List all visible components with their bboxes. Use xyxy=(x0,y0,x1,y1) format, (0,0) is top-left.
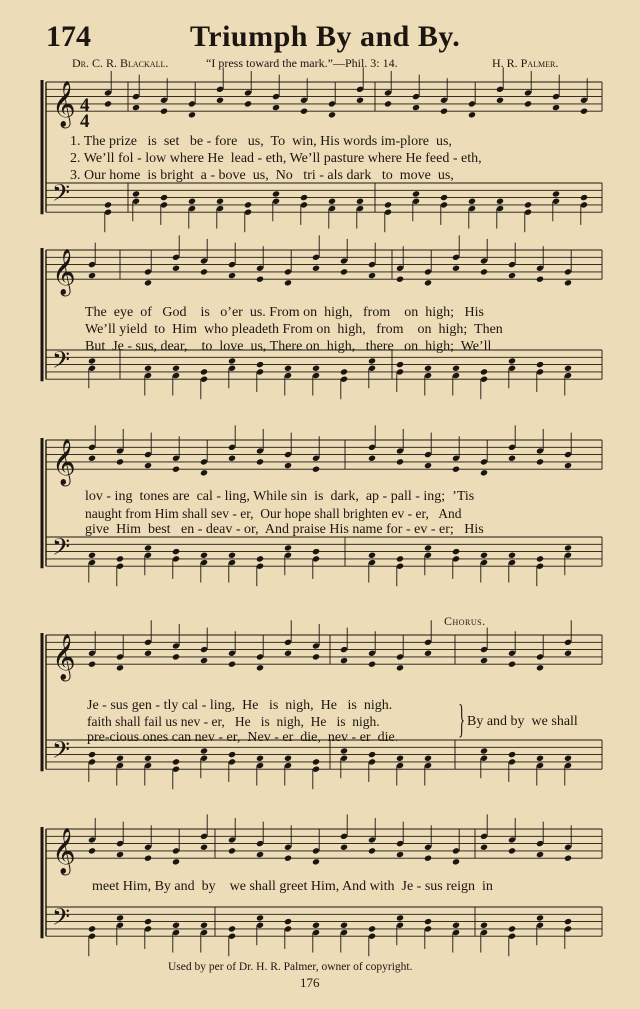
note-head xyxy=(452,265,460,272)
note-head xyxy=(88,272,96,279)
note-head xyxy=(368,661,376,668)
note-head xyxy=(256,914,264,921)
note-head xyxy=(564,279,572,286)
note-head xyxy=(480,657,488,664)
note-head xyxy=(508,925,516,932)
note-head xyxy=(172,265,180,272)
treble-clef-icon: 𝄞 xyxy=(52,634,76,681)
treble-clef-icon: 𝄞 xyxy=(52,249,76,296)
chorus-lyric: By and by we shall xyxy=(467,714,578,729)
note-head xyxy=(228,357,236,364)
time-signature-top: 4 xyxy=(80,95,90,116)
note-head xyxy=(396,755,404,762)
composer-credit: H. R. Palmer. xyxy=(492,56,559,70)
treble-clef-icon: 𝄞 xyxy=(52,439,76,486)
note-head xyxy=(468,198,476,205)
note-head xyxy=(312,548,320,555)
lyric-line: The eye of God is o’er us. From on high, from on high; His xyxy=(85,305,484,320)
note-head xyxy=(468,111,476,118)
note-head xyxy=(116,914,124,921)
lyric-line: 2. We’ll fol - low where He lead - eth, We’ll pasture where He feed - eth, xyxy=(70,151,482,166)
note-head xyxy=(480,552,488,559)
note-head xyxy=(396,361,404,368)
hymn-number: 174 xyxy=(46,20,91,53)
lyric-line: 3. Our home is bright a - bove us, No tri - als dark to move us, xyxy=(70,168,454,183)
note-head xyxy=(452,922,460,929)
note-head xyxy=(368,272,376,279)
note-head xyxy=(552,190,560,197)
note-head xyxy=(536,914,544,921)
note-head xyxy=(200,844,208,851)
note-head xyxy=(272,190,280,197)
note-head xyxy=(272,104,280,111)
note-head xyxy=(328,198,336,205)
lyric-line: faith shall fail us nev - er, He is nigh, He is nigh. xyxy=(87,714,380,729)
note-head xyxy=(284,544,292,551)
note-head xyxy=(228,272,236,279)
note-head xyxy=(200,657,208,664)
note-head xyxy=(580,194,588,201)
bass-clef-icon: 𝄢 xyxy=(52,178,71,212)
lyric-line: pre-cious ones can nev - er, Nev - er die, nev - er die. xyxy=(87,730,399,745)
note-head xyxy=(88,661,96,668)
lyric-line: meet Him, By and by we shall greet Him, And with Je - sus reign in xyxy=(92,879,493,894)
note-head xyxy=(216,97,224,104)
note-head xyxy=(508,552,516,559)
note-head xyxy=(480,844,488,851)
verse-brace: } xyxy=(458,696,465,741)
note-head xyxy=(160,108,168,115)
note-head xyxy=(284,279,292,286)
note-head xyxy=(88,552,96,559)
note-head xyxy=(424,462,432,469)
note-head xyxy=(172,365,180,372)
note-head xyxy=(284,462,292,469)
note-head xyxy=(256,361,264,368)
note-head xyxy=(228,925,236,932)
note-head xyxy=(524,201,532,208)
note-head xyxy=(580,108,588,115)
note-head xyxy=(172,758,180,765)
note-head xyxy=(564,544,572,551)
note-head xyxy=(284,365,292,372)
scripture-reference: “I press toward the mark.”—Phil. 3: 14. xyxy=(206,56,398,70)
note-head xyxy=(480,268,488,275)
note-head xyxy=(508,357,516,364)
note-head xyxy=(132,190,140,197)
note-head xyxy=(328,111,336,118)
note-head xyxy=(228,552,236,559)
note-head xyxy=(424,855,432,862)
note-head xyxy=(396,851,404,858)
note-head xyxy=(144,855,152,862)
note-head xyxy=(256,276,264,283)
note-head xyxy=(144,755,152,762)
note-head xyxy=(188,198,196,205)
note-head xyxy=(424,544,432,551)
note-head xyxy=(172,653,180,660)
note-head xyxy=(368,552,376,559)
note-head xyxy=(228,455,236,462)
note-head xyxy=(396,664,404,671)
lyricist-credit: Dr. C. R. Blackall. xyxy=(72,56,169,70)
note-head xyxy=(188,111,196,118)
hymn-title: Triumph By and By. xyxy=(190,20,461,53)
lyric-line: lov - ing tones are cal - ling, While sin is dark, ap - pall - ing; ’Tis xyxy=(85,489,475,504)
note-head xyxy=(312,922,320,929)
note-head xyxy=(340,844,348,851)
bass-clef-icon: 𝄢 xyxy=(52,532,71,566)
note-head xyxy=(536,361,544,368)
note-head xyxy=(312,365,320,372)
note-head xyxy=(256,851,264,858)
note-head xyxy=(356,198,364,205)
note-head xyxy=(116,664,124,671)
note-head xyxy=(256,664,264,671)
note-head xyxy=(368,847,376,854)
note-head xyxy=(536,664,544,671)
note-head xyxy=(384,100,392,107)
note-head xyxy=(508,751,516,758)
note-head xyxy=(228,751,236,758)
note-head xyxy=(440,194,448,201)
note-head xyxy=(564,365,572,372)
note-head xyxy=(424,279,432,286)
note-head xyxy=(564,755,572,762)
copyright-footer: Used by per of Dr. H. R. Palmer, owner of copyright. xyxy=(168,961,413,973)
note-head xyxy=(536,276,544,283)
note-head xyxy=(452,548,460,555)
note-head xyxy=(284,918,292,925)
note-head xyxy=(564,855,572,862)
note-head xyxy=(480,469,488,476)
note-head xyxy=(172,922,180,929)
lyric-line: naught from Him shall sev - er, Our hope shall brighten ev - er, And xyxy=(85,506,462,521)
note-head xyxy=(536,555,544,562)
note-head xyxy=(368,357,376,364)
note-head xyxy=(340,922,348,929)
note-head xyxy=(200,469,208,476)
note-head xyxy=(144,462,152,469)
note-head xyxy=(284,855,292,862)
note-head xyxy=(256,755,264,762)
note-head xyxy=(508,272,516,279)
note-head xyxy=(200,268,208,275)
lyric-line: Je - sus gen - tly cal - ling, He is nigh, He is nigh. xyxy=(87,698,393,713)
note-head xyxy=(228,847,236,854)
note-head xyxy=(244,201,252,208)
bass-clef-icon: 𝄢 xyxy=(52,345,71,379)
note-head xyxy=(536,755,544,762)
note-head xyxy=(384,201,392,208)
note-head xyxy=(312,653,320,660)
note-head xyxy=(200,922,208,929)
note-head xyxy=(172,858,180,865)
lyric-line: But Je - sus, dear, to love us, There on high, there on high; We’ll xyxy=(85,339,492,354)
chorus-label: Chorus. xyxy=(444,614,486,628)
note-head xyxy=(312,758,320,765)
note-head xyxy=(88,751,96,758)
note-head xyxy=(452,466,460,473)
note-head xyxy=(440,108,448,115)
note-head xyxy=(144,279,152,286)
note-head xyxy=(160,194,168,201)
note-head xyxy=(340,657,348,664)
note-head xyxy=(300,194,308,201)
note-head xyxy=(424,918,432,925)
note-head xyxy=(340,368,348,375)
note-head xyxy=(256,555,264,562)
note-head xyxy=(200,368,208,375)
note-head xyxy=(564,462,572,469)
note-head xyxy=(200,552,208,559)
note-head xyxy=(396,555,404,562)
note-head xyxy=(104,100,112,107)
note-head xyxy=(144,365,152,372)
note-head xyxy=(284,650,292,657)
note-head xyxy=(116,755,124,762)
bass-clef-icon: 𝄢 xyxy=(52,902,71,936)
note-head xyxy=(312,265,320,272)
note-head xyxy=(564,650,572,657)
note-head xyxy=(536,851,544,858)
note-head xyxy=(536,458,544,465)
note-head xyxy=(412,190,420,197)
note-head xyxy=(244,100,252,107)
lyric-line: We’ll yield to Him who pleadeth From on high, from on high; Then xyxy=(85,322,503,337)
note-head xyxy=(88,455,96,462)
note-head xyxy=(396,914,404,921)
note-head xyxy=(496,97,504,104)
note-head xyxy=(356,97,364,104)
note-head xyxy=(368,751,376,758)
note-head xyxy=(424,755,432,762)
note-head xyxy=(300,108,308,115)
treble-clef-icon: 𝄞 xyxy=(52,81,76,128)
note-head xyxy=(396,458,404,465)
note-head xyxy=(480,922,488,929)
bass-clef-icon: 𝄢 xyxy=(52,735,71,769)
note-head xyxy=(368,455,376,462)
page-number: 176 xyxy=(300,975,320,990)
note-head xyxy=(424,365,432,372)
note-head xyxy=(216,198,224,205)
time-signature-bottom: 4 xyxy=(80,111,90,132)
note-head xyxy=(552,104,560,111)
note-head xyxy=(368,925,376,932)
note-head xyxy=(496,198,504,205)
lyric-line: give Him best en - deav - or, And praise His name for - ev - er; His xyxy=(85,522,484,537)
note-head xyxy=(132,104,140,111)
note-head xyxy=(172,548,180,555)
note-head xyxy=(424,650,432,657)
lyric-line: 1. The prize is set be - fore us, To win, His words im-plore us, xyxy=(70,134,452,149)
note-head xyxy=(564,918,572,925)
note-head xyxy=(88,925,96,932)
note-head xyxy=(116,458,124,465)
note-head xyxy=(396,276,404,283)
note-head xyxy=(452,365,460,372)
note-head xyxy=(480,747,488,754)
note-head xyxy=(508,847,516,854)
note-head xyxy=(172,466,180,473)
note-head xyxy=(340,268,348,275)
note-head xyxy=(340,747,348,754)
note-head xyxy=(508,455,516,462)
note-head xyxy=(284,755,292,762)
note-head xyxy=(452,858,460,865)
note-head xyxy=(228,661,236,668)
note-head xyxy=(116,851,124,858)
note-head xyxy=(256,458,264,465)
note-head xyxy=(508,661,516,668)
note-head xyxy=(312,858,320,865)
treble-clef-icon: 𝄞 xyxy=(52,828,76,875)
note-head xyxy=(88,847,96,854)
note-head xyxy=(144,918,152,925)
note-head xyxy=(116,555,124,562)
note-head xyxy=(312,466,320,473)
note-head xyxy=(524,100,532,107)
note-head xyxy=(480,368,488,375)
note-head xyxy=(412,104,420,111)
note-head xyxy=(88,357,96,364)
note-head xyxy=(200,747,208,754)
note-head xyxy=(144,650,152,657)
note-head xyxy=(144,544,152,551)
note-head xyxy=(104,201,112,208)
